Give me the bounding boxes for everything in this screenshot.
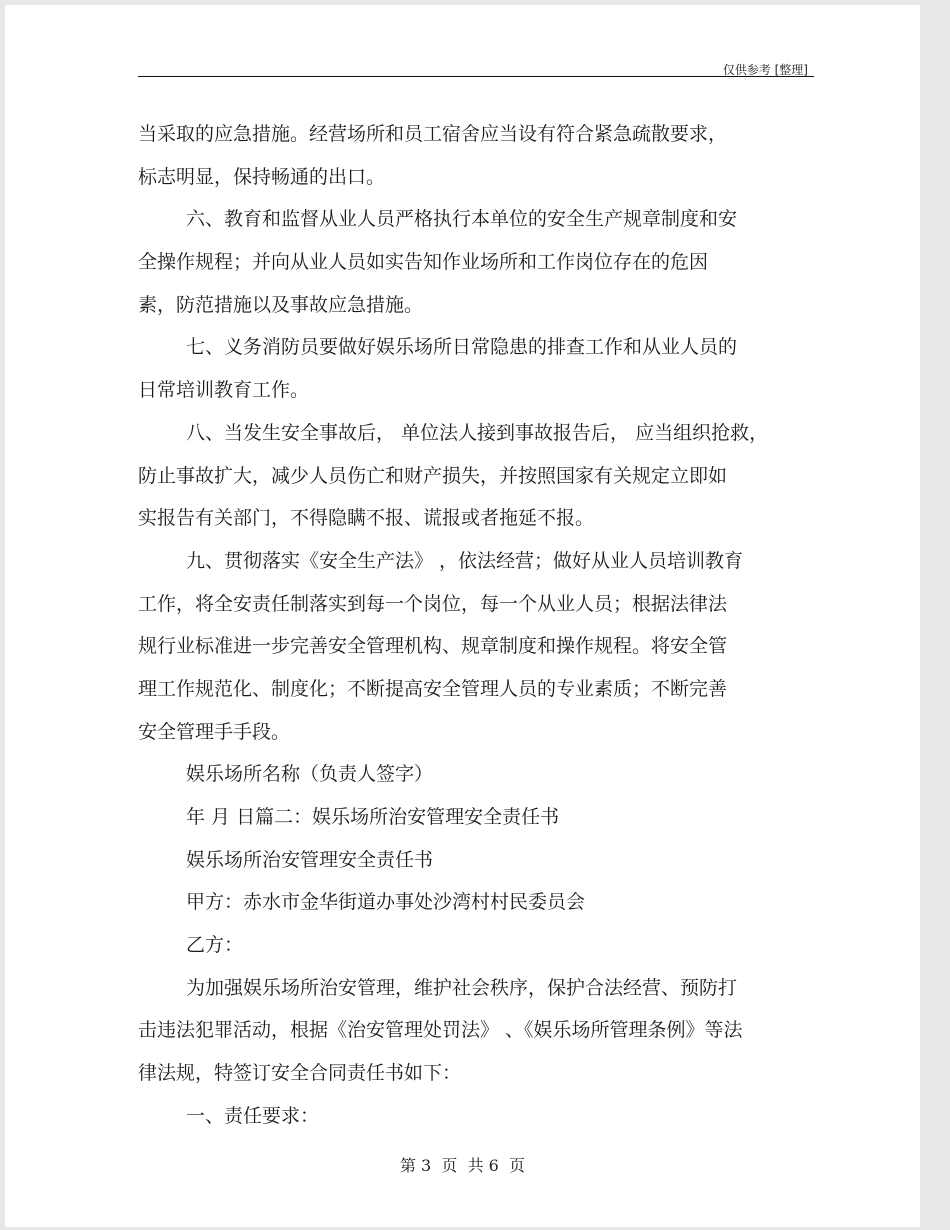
paragraph-line: 实报告有关部门，不得隐瞒不报、谎报或者拖延不报。 xyxy=(138,507,595,530)
paragraph-line: 理工作规范化、制度化；不断提高安全管理人员的专业素质；不断完善 xyxy=(138,677,728,700)
paragraph-line: 当采取的应急措施。经营场所和员工宿舍应当设有符合紧急疏散要求， xyxy=(138,123,728,145)
paragraph-line: 八、当发生安全事故后， 单位法人接到事故报告后， 应当组织抢救， xyxy=(186,421,769,444)
paragraph-line: 娱乐场所治安管理安全责任书 xyxy=(186,848,434,871)
paragraph-line: 全操作规程；并向从业人员如实告知作业场所和工作岗位存在的危因 xyxy=(138,251,709,274)
paragraph-line: 击违法犯罪活动，根据《治安管理处罚法》 、《娱乐场所管理条例》等法 xyxy=(138,1019,743,1042)
paragraph-line: 乙方： xyxy=(186,934,244,957)
document-page xyxy=(5,5,920,1227)
paragraph-line: 律法规，特签订安全合同责任书如下： xyxy=(138,1062,462,1085)
paragraph-line: 标志明显，保持畅通的出口。 xyxy=(138,165,386,188)
paragraph-line: 一、责任要求： xyxy=(186,1104,320,1127)
paragraph-line: 六、教育和监督从业人员严格执行本单位的安全生产规章制度和安 xyxy=(186,208,738,231)
paragraph-line: 九、贯彻落实《安全生产法》 ，依法经营；做好从业人员培训教育 xyxy=(186,549,744,572)
paragraph-line: 工作，将全安责任制落实到每一个岗位，每一个从业人员；根据法律法 xyxy=(138,592,728,615)
document-body xyxy=(138,113,818,1138)
paragraph-line: 防止事故扩大，减少人员伤亡和财产损失，并按照国家有关规定立即如 xyxy=(138,464,728,487)
paragraph-line: 七、义务消防员要做好娱乐场所日常隐患的排查工作和从业人员的 xyxy=(186,336,738,359)
paragraph-line: 为加强娱乐场所治安管理，维护社会秩序，保护合法经营、预防打 xyxy=(186,976,738,999)
paragraph-line: 日常培训教育工作。 xyxy=(138,379,310,402)
header-note: 仅供参考 [整理] xyxy=(722,63,808,77)
paragraph-line: 甲方：赤水市金华街道办事处沙湾村村民委员会 xyxy=(186,891,586,914)
paragraph-line: 安全管理手手段。 xyxy=(138,720,291,743)
header-divider xyxy=(138,76,814,77)
paragraph-line: 娱乐场所名称（负责人签字） xyxy=(186,763,434,786)
paragraph-line: 素，防范措施以及事故应急措施。 xyxy=(138,293,424,316)
page-number-footer: 第 3 页 共 6 页 xyxy=(399,1156,526,1175)
paragraph-line: 年 月 日篇二：娱乐场所治安管理安全责任书 xyxy=(186,806,560,828)
paragraph-line: 规行业标准进一步完善安全管理机构、规章制度和操作规程。将安全管 xyxy=(138,635,728,658)
